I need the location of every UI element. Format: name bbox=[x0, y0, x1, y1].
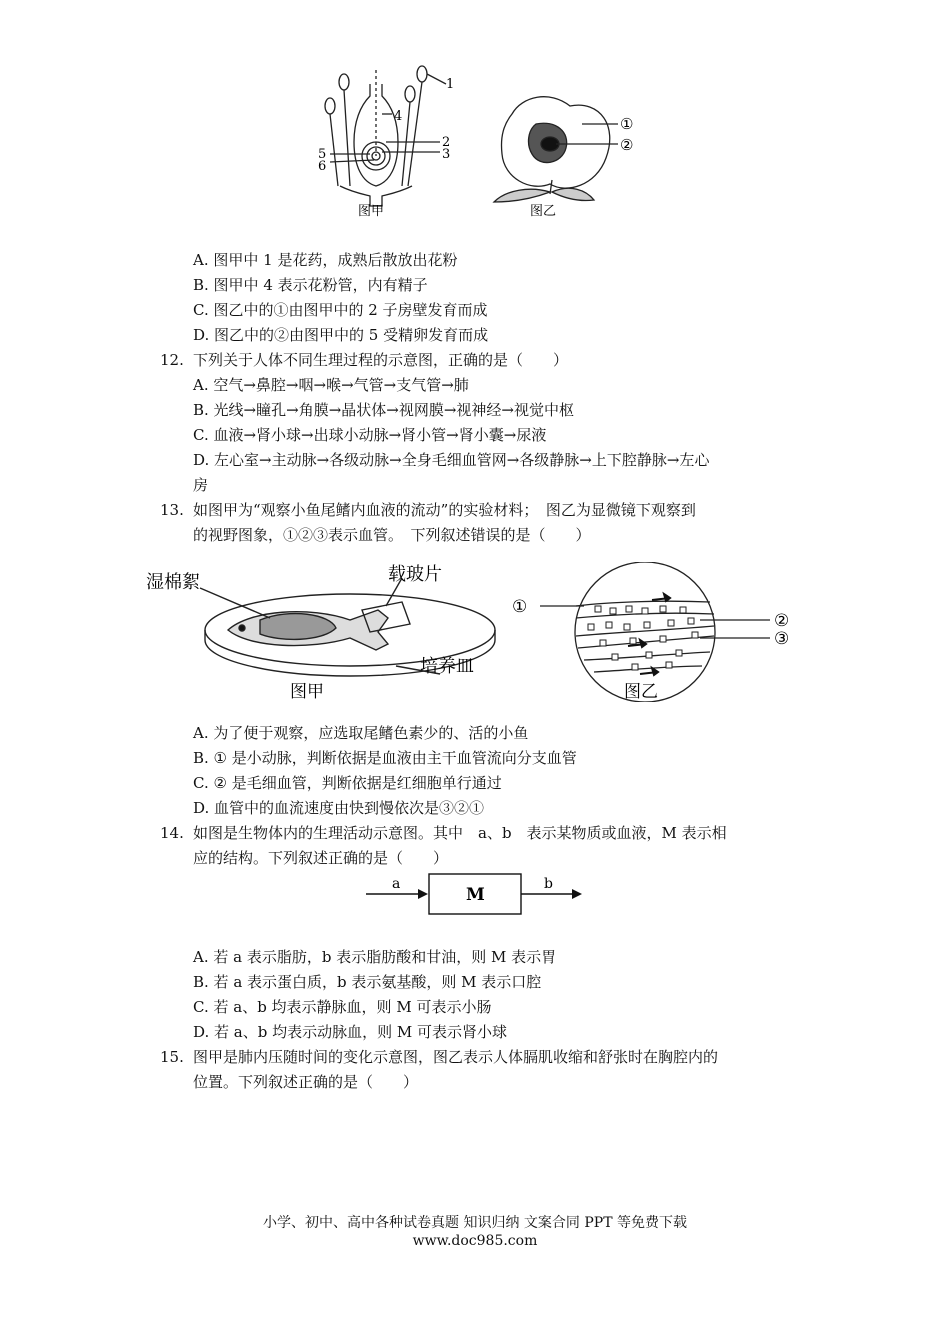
caption-microscope: 图乙 bbox=[624, 682, 658, 702]
vessel-label-3: ③ bbox=[774, 629, 790, 649]
label-dish: 培养皿 bbox=[420, 656, 474, 677]
q13-option-b: B. ① 是小动脉，判断依据是血液由主干血管流向分支血管 bbox=[193, 749, 577, 767]
q14-option-d: D. 若 a、b 均表示动脉血，则 M 可表示肾小球 bbox=[193, 1023, 508, 1041]
q11-option-a: A. 图甲中 1 是花药，成熟后散放出花粉 bbox=[193, 251, 458, 269]
q13-option-a: A. 为了便于观察，应选取尾鳍色素少的、活的小鱼 bbox=[193, 724, 529, 742]
q12-stem: 下列关于人体不同生理过程的示意图，正确的是（ ） bbox=[193, 351, 569, 369]
q12-option-d-cont: 房 bbox=[193, 476, 209, 494]
fish-microscope-figure bbox=[140, 562, 810, 702]
q12-option-b: B. 光线→瞳孔→角膜→晶状体→视网膜→视神经→视觉中枢 bbox=[193, 401, 574, 419]
diagram-box-label: M bbox=[466, 885, 485, 905]
q12-option-a: A. 空气→鼻腔→咽→喉→气管→支气管→肺 bbox=[193, 376, 469, 394]
caption-flower: 图甲 bbox=[358, 204, 385, 219]
footer-url[interactable]: www.doc985.com bbox=[412, 1233, 538, 1249]
caption-fruit: 图乙 bbox=[530, 204, 557, 219]
q15-number: 15. bbox=[160, 1048, 184, 1066]
vessel-label-2: ② bbox=[774, 611, 790, 631]
label-1: 1 bbox=[446, 77, 455, 92]
process-diagram bbox=[360, 866, 590, 920]
q14-option-b: B. 若 a 表示蛋白质，b 表示氨基酸，则 M 表示口腔 bbox=[193, 973, 542, 991]
label-circled-1: ① bbox=[620, 115, 634, 133]
label-wet-cotton: 湿棉絮 bbox=[146, 572, 200, 593]
diagram-output-label: b bbox=[544, 876, 553, 892]
q13-option-d: D. 血管中的血流速度由快到慢依次是③②① bbox=[193, 799, 485, 817]
label-3: 3 bbox=[442, 147, 451, 162]
q12-number: 12. bbox=[160, 351, 184, 369]
q13-option-c: C. ② 是毛细血管，判断依据是红细胞单行通过 bbox=[193, 774, 502, 792]
label-5: 5 bbox=[318, 147, 327, 162]
q13-stem-line2: 的视野图象，①②③表示血管。 下列叙述错误的是（ ） bbox=[193, 526, 591, 544]
label-2: 2 bbox=[442, 135, 451, 150]
footer-line1: 小学、初中、高中各种试卷真题 知识归纳 文案合同 PPT 等免费下载 bbox=[263, 1215, 687, 1231]
q13-number: 13. bbox=[160, 501, 184, 519]
q14-stem-line2: 应的结构。下列叙述正确的是（ ） bbox=[193, 849, 449, 867]
q11-option-c: C. 图乙中的①由图甲中的 2 子房壁发育而成 bbox=[193, 301, 488, 319]
label-6: 6 bbox=[318, 159, 327, 174]
label-4: 4 bbox=[394, 109, 403, 124]
q11-option-d: D. 图乙中的②由图甲中的 5 受精卵发育而成 bbox=[193, 326, 489, 344]
q14-number: 14. bbox=[160, 824, 184, 842]
q14-option-c: C. 若 a、b 均表示静脉血，则 M 可表示小肠 bbox=[193, 998, 492, 1016]
flower-fruit-figure bbox=[300, 62, 660, 224]
q15-stem-line2: 位置。下列叙述正确的是（ ） bbox=[193, 1073, 419, 1091]
q14-option-a: A. 若 a 表示脂肪，b 表示脂肪酸和甘油，则 M 表示胃 bbox=[193, 948, 557, 966]
q14-stem-line1: 如图是生物体内的生理活动示意图。其中 a、b 表示某物质或血液，M 表示相 bbox=[193, 824, 727, 842]
q12-option-d: D. 左心室→主动脉→各级动脉→全身毛细血管网→各级静脉→上下腔静脉→左心 bbox=[193, 451, 710, 469]
q15-stem-line1: 图甲是肺内压随时间的变化示意图，图乙表示人体膈肌收缩和舒张时在胸腔内的 bbox=[193, 1048, 719, 1066]
vessel-label-1: ① bbox=[512, 597, 528, 617]
label-slide: 载玻片 bbox=[388, 564, 442, 585]
q13-stem-line1: 如图甲为“观察小鱼尾鳍内血液的流动”的实验材料； 图乙为显微镜下观察到 bbox=[193, 501, 696, 519]
caption-fish: 图甲 bbox=[290, 682, 324, 702]
q11-option-b: B. 图甲中 4 表示花粉管，内有精子 bbox=[193, 276, 428, 294]
diagram-input-label: a bbox=[392, 876, 401, 892]
label-circled-2: ② bbox=[620, 136, 634, 154]
q12-option-c: C. 血液→肾小球→出球小动脉→肾小管→肾小囊→尿液 bbox=[193, 426, 547, 444]
